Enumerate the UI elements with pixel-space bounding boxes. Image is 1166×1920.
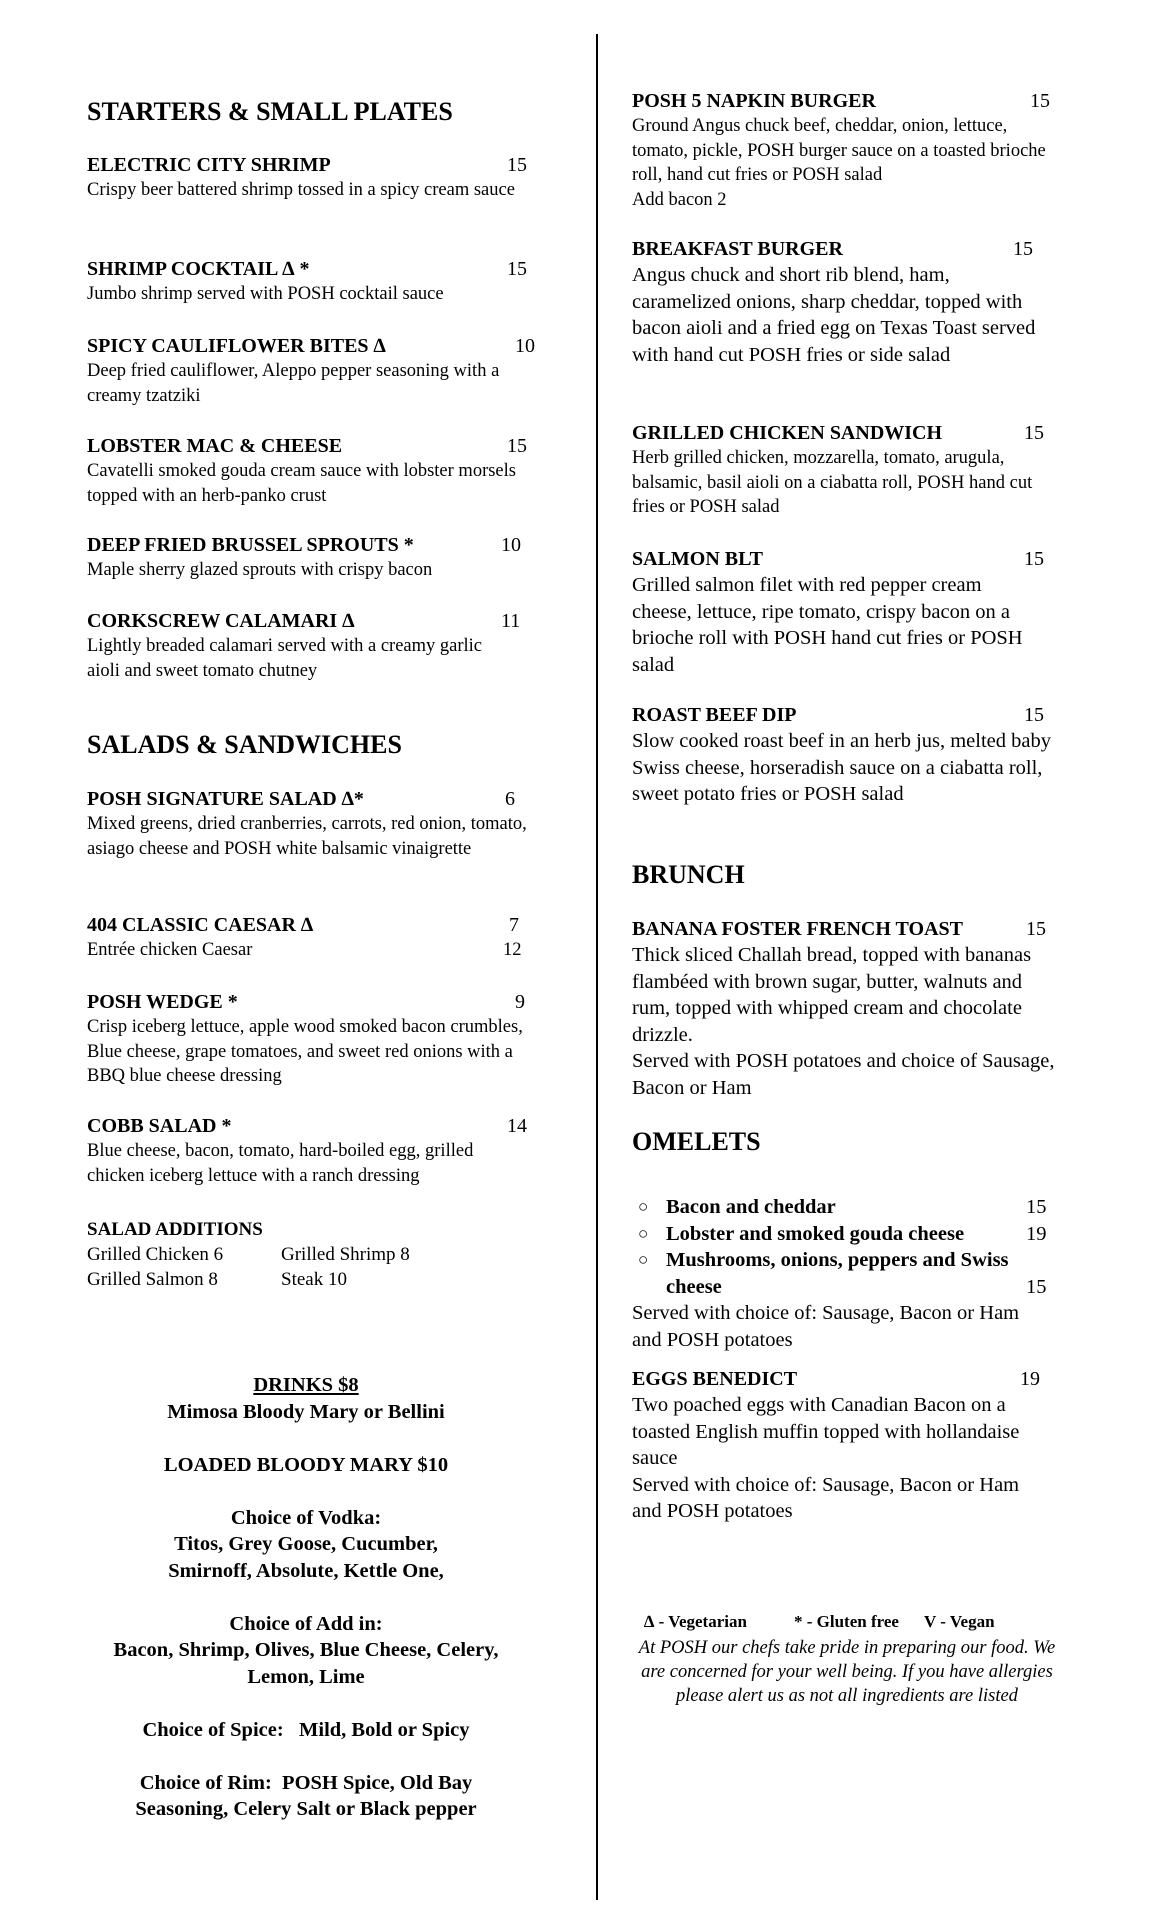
item-description: Maple sherry glazed sprouts with crispy bacon <box>87 560 433 580</box>
item-name: ELECTRIC CITY SHRIMP <box>87 154 331 176</box>
item-price: 7 <box>509 914 519 936</box>
menu-item <box>632 916 1062 1101</box>
item-description: Mixed greens, dried cranberries, carrots, red onion, tomato, asiago cheese and POSH white balsamic vinaigrette <box>87 814 527 859</box>
item-description: Cavatelli smoked gouda cream sauce with lobster morsels topped with an herb-panko crust <box>87 461 516 506</box>
legend-vegetarian: ∆ - Vegetarian <box>644 1612 747 1631</box>
menu-item <box>87 912 531 963</box>
item-served-with: Served with choice of: Sausage, Bacon or Ham and POSH potatoes <box>632 1473 1020 1522</box>
item-name: 404 CLASSIC CAESAR ∆ <box>87 914 314 936</box>
addin-label: Choice of Add in: <box>229 1612 383 1635</box>
allergy-notice: At POSH our chefs take pride in preparing our food. We are concerned for your well being. If you have allergies please alert us as not all ingredients are listed <box>638 1638 1056 1706</box>
item-name: POSH WEDGE * <box>87 991 238 1013</box>
item-description: Blue cheese, bacon, tomato, hard-boiled egg, grilled chicken iceberg lettuce with a ranch dressing <box>87 1141 474 1186</box>
item-name: SALMON BLT <box>632 548 763 570</box>
item-description: Jumbo shrimp served with POSH cocktail sauce <box>87 284 444 304</box>
item-description: Thick sliced Challah bread, topped with bananas flambéed with brown sugar, butter, walnuts and rum, topped with whipped cream and chocolate drizzle. <box>632 944 1032 1046</box>
item-sub-label: Entrée chicken Caesar <box>87 940 253 960</box>
menu-item <box>87 152 531 203</box>
item-name: CORKSCREW CALAMARI ∆ <box>87 610 355 632</box>
item-price: 15 <box>1024 422 1044 444</box>
item-name: COBB SALAD * <box>87 1115 232 1137</box>
item-description: Deep fried cauliflower, Aleppo pepper seasoning with a creamy tzatziki <box>87 361 500 406</box>
drinks-header: DRINKS $8 <box>253 1374 359 1396</box>
section-title-brunch: BRUNCH <box>632 860 745 889</box>
item-description: Lightly breaded calamari served with a creamy garlic aioli and sweet tomato chutney <box>87 636 482 681</box>
item-price: 15 <box>507 154 527 176</box>
section-title-salads: SALADS & SANDWICHES <box>87 730 402 759</box>
dietary-legend <box>632 1612 1062 1708</box>
omelet-price: 15 <box>1026 1196 1047 1218</box>
addin-options: Lemon, Lime <box>247 1665 365 1688</box>
item-description: Crisp iceberg lettuce, apple wood smoked bacon crumbles, Blue cheese, grape tomatoes, and sweet red onions with a BBQ blue cheese dressing <box>87 1017 523 1086</box>
item-price: 19 <box>1020 1368 1040 1390</box>
item-price: 15 <box>507 258 527 280</box>
item-name: POSH 5 NAPKIN BURGER <box>632 90 876 112</box>
item-price: 11 <box>501 610 521 632</box>
rim-options: Choice of Rim: POSH Spice, Old Bay <box>139 1771 473 1794</box>
item-price: 10 <box>515 335 535 357</box>
menu-item <box>632 420 1062 520</box>
item-description: Crispy beer battered shrimp tossed in a spicy cream sauce <box>87 180 515 200</box>
item-description: Two poached eggs with Canadian Bacon on a toasted English muffin topped with hollandaise sauce <box>632 1394 1020 1469</box>
item-price: 9 <box>515 991 525 1013</box>
section-title-starters: STARTERS & SMALL PLATES <box>87 97 453 126</box>
menu-item <box>87 786 531 861</box>
section-title-omelets: OMELETS <box>632 1127 761 1156</box>
item-price: 15 <box>1024 704 1044 726</box>
item-name: POSH SIGNATURE SALAD ∆* <box>87 788 364 810</box>
omelet-item <box>632 1247 1062 1300</box>
item-name: SHRIMP COCKTAIL ∆ * <box>87 258 310 280</box>
menu-item <box>632 88 1062 212</box>
item-extra: Add bacon 2 <box>632 189 727 210</box>
item-name: EGGS BENEDICT <box>632 1368 798 1390</box>
item-price: 15 <box>1030 90 1050 112</box>
item-name: GRILLED CHICKEN SANDWICH <box>632 422 943 444</box>
item-served-with: Served with POSH potatoes and choice of Sausage, Bacon or Ham <box>632 1050 1055 1099</box>
item-sub-price: 12 <box>503 940 522 960</box>
menu-item <box>632 1366 1062 1525</box>
bullet-icon: ○ <box>638 1223 649 1243</box>
menu-item <box>87 608 531 683</box>
addition-item: Grilled Shrimp 8 <box>281 1244 410 1265</box>
addition-item: Grilled Salmon 8 <box>87 1269 218 1290</box>
addin-options: Bacon, Shrimp, Olives, Blue Cheese, Celery, <box>113 1639 499 1661</box>
vodka-options: Smirnoff, Absolute, Kettle One, <box>168 1559 444 1582</box>
addition-item: Grilled Chicken 6 <box>87 1244 224 1265</box>
legend-gluten-free: * - Gluten free <box>794 1612 899 1631</box>
omelet-name-cont: cheese <box>666 1275 722 1298</box>
salad-additions-title: SALAD ADDITIONS <box>87 1219 263 1240</box>
drinks-section <box>87 1372 525 1823</box>
item-name: LOBSTER MAC & CHEESE <box>87 435 343 457</box>
omelet-item <box>632 1194 1062 1221</box>
rim-options: Seasoning, Celery Salt or Black pepper <box>135 1798 477 1820</box>
menu-item <box>632 546 1062 678</box>
item-price: 10 <box>501 534 521 556</box>
item-description: Ground Angus chuck beef, cheddar, onion, lettuce, tomato, pickle, POSH burger sauce on a toasted brioche roll, hand cut fries or POSH salad <box>632 116 1046 185</box>
item-description: Slow cooked roast beef in an herb jus, melted baby Swiss cheese, horseradish sauce on a ciabatta roll, sweet potato fries or POSH salad <box>632 730 1051 805</box>
item-price: 6 <box>505 788 515 810</box>
menu-item <box>87 532 531 583</box>
bullet-icon: ○ <box>638 1250 649 1269</box>
item-description: Angus chuck and short rib blend, ham, caramelized onions, sharp cheddar, topped with bacon aioli and a fried egg on Texas Toast served with hand cut POSH fries or side salad <box>632 264 1036 366</box>
drinks-line: Mimosa Bloody Mary or Bellini <box>167 1400 445 1423</box>
legend-vegan: V - Vegan <box>924 1612 995 1631</box>
item-price: 15 <box>1013 238 1033 260</box>
item-name: SPICY CAULIFLOWER BITES ∆ <box>87 335 386 357</box>
omelet-name: Bacon and cheddar <box>666 1196 836 1218</box>
item-name: ROAST BEEF DIP <box>632 704 797 726</box>
item-price: 15 <box>507 435 527 457</box>
vodka-label: Choice of Vodka: <box>230 1506 382 1529</box>
spice-options: Choice of Spice: Mild, Bold or Spicy <box>142 1718 470 1741</box>
menu-item <box>87 433 531 508</box>
loaded-bloody-mary: LOADED BLOODY MARY $10 <box>163 1453 449 1476</box>
menu-item <box>632 702 1062 808</box>
addition-item: Steak 10 <box>281 1269 347 1290</box>
salad-additions <box>87 1218 531 1294</box>
bullet-icon: ○ <box>638 1197 649 1216</box>
menu-item <box>87 256 531 307</box>
item-price: 15 <box>1026 918 1046 940</box>
omelet-served-with: Served with choice of: Sausage, Bacon or Ham and POSH potatoes <box>632 1302 1020 1351</box>
item-name: BREAKFAST BURGER <box>632 238 843 260</box>
omelet-item <box>632 1221 1062 1248</box>
menu-item <box>632 236 1062 368</box>
omelet-list <box>632 1194 1062 1353</box>
item-description: Grilled salmon filet with red pepper cream cheese, lettuce, ripe tomato, crispy bacon on a brioche roll with POSH hand cut fries or POSH salad <box>632 574 1023 676</box>
menu-item <box>87 989 531 1089</box>
menu-item <box>87 333 535 408</box>
item-price: 14 <box>507 1115 527 1137</box>
item-price: 15 <box>1024 548 1044 570</box>
omelet-price: 19 <box>1026 1222 1047 1245</box>
omelet-name: Lobster and smoked gouda cheese <box>666 1222 965 1245</box>
item-name: BANANA FOSTER FRENCH TOAST <box>632 918 963 940</box>
menu-item <box>87 1113 531 1188</box>
vodka-options: Titos, Grey Goose, Cucumber, <box>174 1533 438 1555</box>
item-name: DEEP FRIED BRUSSEL SPROUTS * <box>87 534 414 556</box>
omelet-price: 15 <box>1026 1275 1047 1298</box>
column-divider <box>596 34 598 1900</box>
item-description: Herb grilled chicken, mozzarella, tomato, arugula, balsamic, basil aioli on a ciabatta roll, POSH hand cut fries or POSH salad <box>632 448 1033 517</box>
omelet-name: Mushrooms, onions, peppers and Swiss <box>666 1249 1009 1271</box>
